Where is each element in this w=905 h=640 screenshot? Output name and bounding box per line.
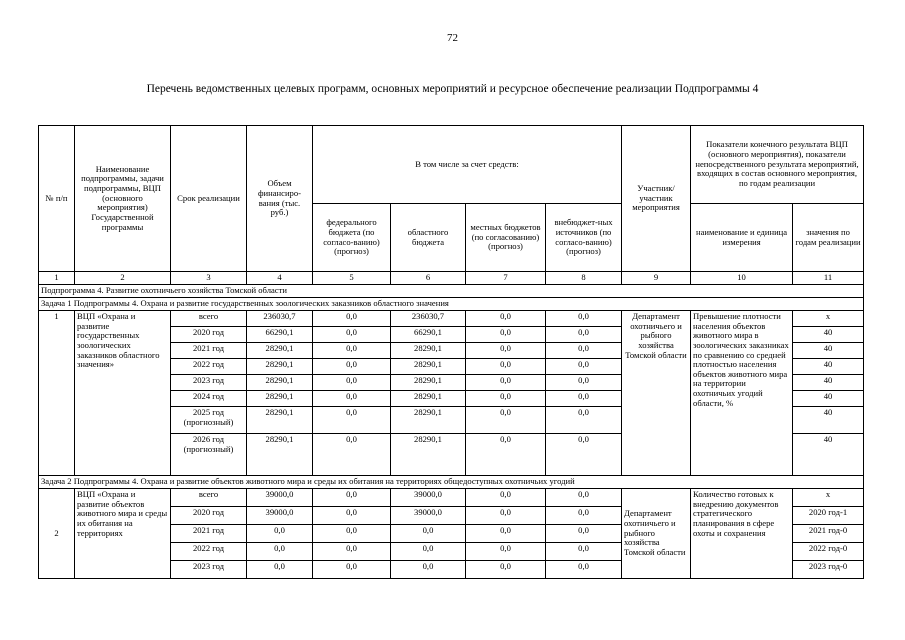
column-number: 6 (391, 272, 466, 285)
task1-title: Задача 1 Подпрограммы 4. Охрана и развитие государственных зоологических заказников областного значения (39, 298, 864, 311)
task2-title: Задача 2 Подпрограммы 4. Охрана и развитие объектов животного мира и среды их обитания на территориях общедоступных охотничьих угодий (39, 476, 864, 489)
local-cell: 0,0 (466, 561, 546, 579)
column-numbers-row (39, 272, 864, 285)
program-table (38, 125, 864, 579)
regional-cell: 28290,1 (391, 343, 466, 359)
column-number: 7 (466, 272, 546, 285)
federal-cell: 0,0 (313, 543, 391, 561)
extra-cell: 0,0 (546, 359, 622, 375)
federal-cell: 0,0 (313, 375, 391, 391)
value-cell: 2023 год-0 (793, 561, 864, 579)
local-cell: 0,0 (466, 327, 546, 343)
regional-cell: 28290,1 (391, 359, 466, 375)
column-number: 5 (313, 272, 391, 285)
extra-cell: 0,0 (546, 434, 622, 476)
value-cell: 40 (793, 359, 864, 375)
local-cell: 0,0 (466, 311, 546, 327)
federal-cell: 0,0 (313, 343, 391, 359)
federal-cell: 0,0 (313, 359, 391, 375)
term-cell: 2021 год (171, 343, 247, 359)
federal-cell: 0,0 (313, 507, 391, 525)
term-cell: всего (171, 489, 247, 507)
federal-cell: 0,0 (313, 311, 391, 327)
local-cell: 0,0 (466, 489, 546, 507)
regional-cell: 39000,0 (391, 507, 466, 525)
column-number: 1 (39, 272, 75, 285)
extra-cell: 0,0 (546, 489, 622, 507)
regional-cell: 0,0 (391, 543, 466, 561)
term-cell: 2020 год (171, 327, 247, 343)
table-row (39, 311, 864, 327)
volume-cell: 28290,1 (247, 407, 313, 434)
federal-cell: 0,0 (313, 407, 391, 434)
volume-cell: 28290,1 (247, 391, 313, 407)
header-indicators: Показатели конечного результата ВЦП (основного мероприятия), показатели непосредственного результата мероприятий, входящих в состав основного мероприятия, по годам реализации (691, 126, 864, 204)
local-cell: 0,0 (466, 507, 546, 525)
header-extra: внебюджет-ных источников (по согласо-ванию) (прогноз) (546, 204, 622, 272)
page-number: 72 (447, 32, 458, 44)
page-title: Перечень ведомственных целевых программ, основных мероприятий и ресурсное обеспечение реализации Подпрограммы 4 (146, 83, 759, 95)
term-cell: 2026 год (прогнозный) (171, 434, 247, 476)
regional-cell: 0,0 (391, 525, 466, 543)
value-cell: 2021 год-0 (793, 525, 864, 543)
term-cell: 2023 год (171, 375, 247, 391)
volume-cell: 0,0 (247, 525, 313, 543)
table-row (39, 489, 864, 507)
local-cell: 0,0 (466, 407, 546, 434)
value-cell: 40 (793, 407, 864, 434)
column-number: 9 (622, 272, 691, 285)
extra-cell: 0,0 (546, 561, 622, 579)
term-cell: 2022 год (171, 543, 247, 561)
task2-name: ВЦП «Охрана и развитие объектов животного мира и среды их обитания на территориях (75, 489, 171, 579)
volume-cell: 236030,7 (247, 311, 313, 327)
extra-cell: 0,0 (546, 507, 622, 525)
value-cell: 40 (793, 391, 864, 407)
regional-cell: 39000,0 (391, 489, 466, 507)
header-participant: Участник/ участник мероприятия (622, 126, 691, 272)
column-number: 8 (546, 272, 622, 285)
extra-cell: 0,0 (546, 375, 622, 391)
local-cell: 0,0 (466, 434, 546, 476)
subprogram-row: Подпрограмма 4. Развитие охотничьего хозяйства Томской области (39, 285, 864, 298)
value-cell: x (793, 311, 864, 327)
term-cell: 2024 год (171, 391, 247, 407)
term-cell: 2023 год (171, 561, 247, 579)
local-cell: 0,0 (466, 359, 546, 375)
task1-name: ВЦП «Охрана и развитие государственных зоологических заказников областного значения» (75, 311, 171, 476)
extra-cell: 0,0 (546, 327, 622, 343)
local-cell: 0,0 (466, 543, 546, 561)
term-cell: всего (171, 311, 247, 327)
federal-cell: 0,0 (313, 525, 391, 543)
volume-cell: 28290,1 (247, 359, 313, 375)
federal-cell: 0,0 (313, 489, 391, 507)
value-cell: 40 (793, 327, 864, 343)
local-cell: 0,0 (466, 375, 546, 391)
federal-cell: 0,0 (313, 434, 391, 476)
task1-participant: Департамент охотничьего и рыбного хозяйства Томской области (622, 311, 691, 476)
volume-cell: 28290,1 (247, 434, 313, 476)
local-cell: 0,0 (466, 391, 546, 407)
local-cell: 0,0 (466, 525, 546, 543)
header-local: местных бюджетов (по согласованию) (прогноз) (466, 204, 546, 272)
value-cell: 2020 год-1 (793, 507, 864, 525)
value-cell: 40 (793, 434, 864, 476)
column-number: 2 (75, 272, 171, 285)
column-number: 3 (171, 272, 247, 285)
volume-cell: 28290,1 (247, 375, 313, 391)
value-cell: 40 (793, 343, 864, 359)
header-num: № п/п (39, 126, 75, 272)
extra-cell: 0,0 (546, 311, 622, 327)
value-cell: x (793, 489, 864, 507)
federal-cell: 0,0 (313, 561, 391, 579)
task2-num: 2 (39, 489, 75, 579)
term-cell: 2021 год (171, 525, 247, 543)
extra-cell: 0,0 (546, 407, 622, 434)
regional-cell: 0,0 (391, 561, 466, 579)
column-number: 4 (247, 272, 313, 285)
task2-participant: Департамент охотничьего и рыбного хозяйства Томской области (622, 489, 691, 579)
extra-cell: 0,0 (546, 543, 622, 561)
volume-cell: 0,0 (247, 561, 313, 579)
regional-cell: 66290,1 (391, 327, 466, 343)
regional-cell: 28290,1 (391, 434, 466, 476)
header-name: Наименование подпрограммы, задачи подпрограммы, ВЦП (основного мероприятия) Государственной программы (75, 126, 171, 272)
task1-indicator: Превышение плотности населения объектов животного мира в зоологических заказниках по сравнению со средней плотностью населения объектов животного мира на территории охотничьих угодий области, % (691, 311, 793, 476)
term-cell: 2020 год (171, 507, 247, 525)
header-term: Срок реализации (171, 126, 247, 272)
volume-cell: 28290,1 (247, 343, 313, 359)
value-cell: 2022 год-0 (793, 543, 864, 561)
federal-cell: 0,0 (313, 391, 391, 407)
header-ind-values: значения по годам реализации (793, 204, 864, 272)
header-ind-name: наименование и единица измерения (691, 204, 793, 272)
volume-cell: 39000,0 (247, 489, 313, 507)
local-cell: 0,0 (466, 343, 546, 359)
header-including: В том числе за счет средств: (313, 126, 622, 204)
extra-cell: 0,0 (546, 525, 622, 543)
regional-cell: 28290,1 (391, 375, 466, 391)
regional-cell: 28290,1 (391, 407, 466, 434)
header-regional: областного бюджета (391, 204, 466, 272)
task2-indicator: Количество готовых к внедрению документов стратегического планирования в сфере охоты и сохранения (691, 489, 793, 579)
volume-cell: 0,0 (247, 543, 313, 561)
regional-cell: 28290,1 (391, 391, 466, 407)
volume-cell: 39000,0 (247, 507, 313, 525)
term-cell: 2022 год (171, 359, 247, 375)
federal-cell: 0,0 (313, 327, 391, 343)
extra-cell: 0,0 (546, 343, 622, 359)
column-number: 11 (793, 272, 864, 285)
extra-cell: 0,0 (546, 391, 622, 407)
term-cell: 2025 год (прогнозный) (171, 407, 247, 434)
header-volume: Объем финансиро-вания (тыс. руб.) (247, 126, 313, 272)
volume-cell: 66290,1 (247, 327, 313, 343)
regional-cell: 236030,7 (391, 311, 466, 327)
task1-num: 1 (39, 311, 75, 476)
value-cell: 40 (793, 375, 864, 391)
column-number: 10 (691, 272, 793, 285)
header-federal: федерального бюджета (по согласо-ванию) (прогноз) (313, 204, 391, 272)
